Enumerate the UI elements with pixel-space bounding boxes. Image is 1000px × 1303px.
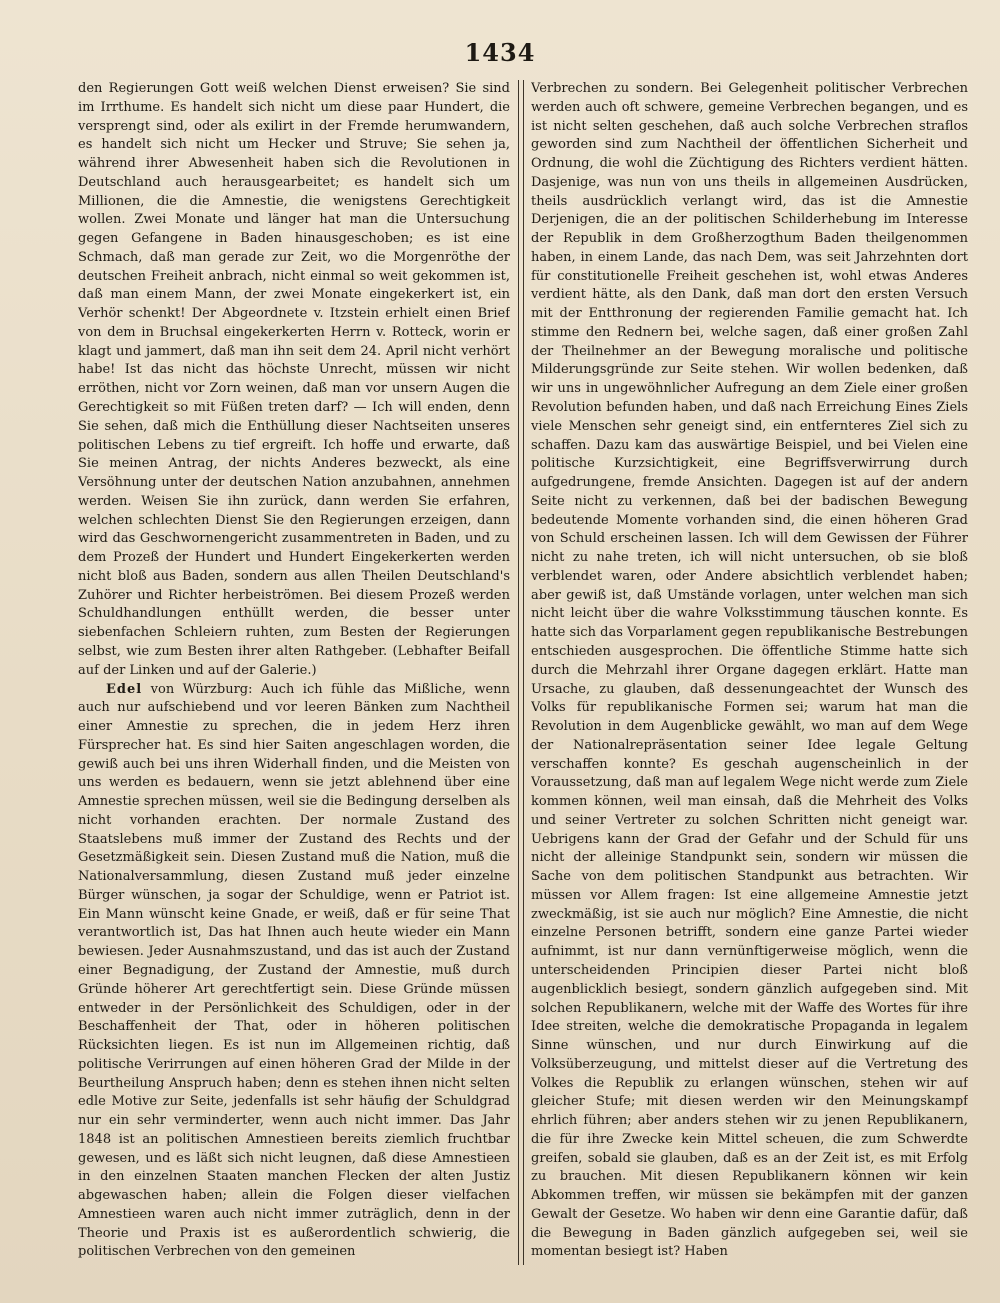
left-column: [78, 80, 510, 1265]
speech-paragraph: den Regierungen Gott weiß welchen Dienst erweisen? Sie sind im Irrthume. Es handelt sich nicht um diese paar Hundert, die versprengt sind, oder als exilirt in der Fremde herumwandern, es handelt sich nicht um Hecker und Struve; Sie sehen ja, während ihrer Abwesenheit haben sich die Revolutionen in Deutschland auch herausgearbeitet; es handelt sich um Millionen, die die Amnestie, die wenigstens Gerechtigkeit wollen. Zwei Monate und länger hat man die Untersuchung gegen Gefangene in Baden hinausgeschoben; es ist eine Schmach, daß man gerade zur Zeit, wo die Morgenröthe der deutschen Freiheit anbrach, nicht einmal so weit gekommen ist, daß man einem Mann, der zwei Monate eingekerkert ist, ein Verhör schenkt! Der Abgeordnete v. Itzstein erhielt einen Brief von dem in Bruchsal eingekerkerten Herrn v. Rotteck, worin er klagt und jammert, daß man ihn seit dem 24. April nicht verhört habe! Ist das nicht das höchste Unrecht, müssen wir nicht erröthen, nicht vor Zorn weinen, daß man vor unsern Augen die Gerechtigkeit so mit Füßen treten darf? — Ich will enden, denn Sie sehen, daß mich die Enthüllung dieser Nachtseiten unseres politischen Lebens zu tief ergreift. Ich hoffe und erwarte, daß Sie meinen Antrag, der nichts Anderes bezweckt, als eine Versöhnung unter der deutschen Nation anzubahnen, annehmen werden. Weisen Sie ihn zurück, dann werden Sie erfahren, welchen schlechten Dienst Sie den Regierungen erzeigen, dann wird das Geschwornengericht zusammentreten in Baden, und zu dem Prozeß der Hundert und Hundert Eingekerkerten werden nicht bloß aus Baden, sondern aus allen Theilen Deutschland's Zuhörer und Richter herbeiströmen. Bei diesem Prozeß werden Schuldhandlungen enthüllt werden, die besser unter siebenfachen Schleiern ruhten, zum Besten der Regierungen selbst, wie zum Besten ihrer alten Rathgeber. (Lebhafter Beifall auf der Linken und auf der Galerie.): [78, 81, 510, 678]
right-column: [531, 80, 968, 1265]
column-divider: [518, 80, 524, 1265]
speech-paragraph: Verbrechen zu sondern. Bei Gelegenheit politischer Verbrechen werden auch oft schwere, gemeine Verbrechen begangen, und es ist nicht selten geschehen, daß auch solche Verbrechen straflos geworden sind zum Nachtheil der öffentlichen Sicherheit und Ordnung, die wohl die Züchtigung des Richters verdient hätten. Dasjenige, was nun von uns theils in allgemeinen Ausdrücken, theils ausdrücklich verlangt wird, das ist die Amnestie Derjenigen, die an der politischen Schilderhebung im Interesse der Republik in dem Großherzogthum Baden theilgenommen haben, in einem Lande, das nach Dem, was seit Jahrzehnten dort für constitutionelle Freiheit geschehen ist, wohl etwas Anderes verdient hätte, als den Dank, daß man dort den ersten Versuch mit der Entthronung der regierenden Familie gemacht hat. Ich stimme den Rednern bei, welche sagen, daß einer großen Zahl der Theilnehmer an der Bewegung moralische und politische Milderungsgründe zur Seite stehen. Wir wollen bedenken, daß wir uns in ungewöhnlicher Aufregung an dem Ziele einer großen Revolution befunden haben, und daß nach Erreichung Eines Ziels viele Menschen sehr geneigt sind, ein entfernteres Ziel sich zu schaffen. Dazu kam das auswärtige Beispiel, und bei Vielen eine politische Kurzsichtigkeit, eine Begriffsverwirrung durch aufgedrungene, fremde Ansichten. Dagegen ist auf der andern Seite nicht zu verkennen, daß bei der badischen Bewegung bedeutende Momente vorhanden sind, die einen höheren Grad von Schuld erscheinen lassen. Ich will dem Gewissen der Führer nicht zu nahe treten, ich will nicht untersuchen, ob sie bloß verblendet waren, oder Andere absichtlich verblendet haben; aber gewiß ist, daß Umstände vorlagen, unter welchen man sich nicht leicht über die wahre Volksstimmung täuschen konnte. Es hatte sich das Vorparlament gegen republikanische Bestrebungen entschieden ausgesprochen. Die öffentliche Stimme hatte sich durch die Mehrzahl ihrer Organe dagegen erklärt. Hatte man Ursache, zu glauben, daß dessenungeachtet der Wunsch des Volks für republikanische Formen sei; warum hat man die Revolution in dem Augenblicke gewählt, wo man auf dem Wege der Nationalrepräsentation seiner Idee legale Geltung verschaffen konnte? Es geschah augenscheinlich in der Voraussetzung, daß man auf legalem Wege nicht werde zum Ziele kommen können, weil man einsah, daß die Mehrheit des Volks und seiner Vertreter zu solchen Schritten nicht geneigt war. Uebrigens kann der Grad der Gefahr und der Schuld für uns nicht der alleinige Standpunkt sein, sondern wir müssen die Sache von dem politischen Standpunkt aus betrachten. Wir müssen vor Allem fragen: Ist eine allgemeine Amnestie jetzt zweckmäßig, ist sie auch nur möglich? Eine Amnestie, die nicht einzelne Personen betrifft, sondern eine ganze Partei wieder aufnimmt, ist nur dann vernünftigerweise möglich, wenn die unterscheidenden Principien dieser Partei nicht bloß augenblicklich besiegt, sondern gänzlich aufgegeben sind. Mit solchen Republikanern, welche mit der Waffe des Wortes für ihre Idee streiten, welche die demokratische Propaganda in legalem Sinne wünschen, und nur durch Einwirkung auf die Volksüberzeugung, und mittelst dieser auf die Vertretung des Volkes die Republik zu erlangen wünschen, stehen wir auf gleicher Stufe; mit diesen werden wir den Meinungskampf ehrlich führen; aber anders stehen wir zu jenen Republikanern, die für ihre Zwecke kein Mittel scheuen, die zum Schwerdte greifen, sobald sie glauben, daß es an der Zeit ist, es mit Erfolg zu brauchen. Mit diesen Republikanern können wir kein Abkommen treffen, wir müssen sie bekämpfen mit der ganzen Gewalt der Gesetze. Wo haben wir denn eine Garantie dafür, daß die Bewegung in Baden gänzlich aufgegeben sei, weil sie momentan besiegt ist? Haben: [531, 81, 968, 1260]
speaker-name: Edel: [106, 681, 143, 697]
speech-paragraph-edel: [78, 681, 510, 1263]
page-number: 1434: [464, 38, 536, 67]
speech-text: von Würzburg: Auch ich fühle das Mißliche, wenn auch nur aufschiebend und vor leeren Bänken zum Nachtheil einer Amnestie zu sprechen, die in jedem Herz ihren Fürsprecher hat. Es sind hier Saiten angeschlagen worden, die gewiß auch bei uns ihren Widerhall finden, und die Meisten von uns werden es bedauern, wenn sie jetzt ablehnend über eine Amnestie sprechen müssen, weil sie die Bedingung derselben als nicht vorhanden erachten. Der normale Zustand des Staatslebens muß immer der Zustand des Rechts und der Gesetzmäßigkeit sein. Diesen Zustand muß die Nation, muß die Nationalversammlung, diesen Zustand muß jeder einzelne Bürger wünschen, ja sogar der Schuldige, wenn er Patriot ist. Ein Mann wünscht keine Gnade, er weiß, daß er für seine That verantwortlich ist, Das hat Ihnen auch heute wieder ein Mann bewiesen. Jeder Ausnahmszustand, und das ist auch der Zustand einer Begnadigung, der Zustand der Amnestie, muß durch Gründe höherer Art gerechtfertigt sein. Diese Gründe müssen entweder in der Persönlichkeit des Schuldigen, oder in der Beschaffenheit der That, oder in höheren politischen Rücksichten liegen. Es ist nun im Allgemeinen richtig, daß politische Verirrungen auf einen höheren Grad der Milde in der Beurtheilung Anspruch haben; denn es stehen ihnen nicht selten edle Motive zur Seite, jedenfalls ist sehr häufig der Schuldgrad nur ein sehr verminderter, wenn auch nicht immer. Das Jahr 1848 ist an politischen Amnestieen bereits ziemlich fruchtbar gewesen, und es läßt sich nicht leugnen, daß diese Amnestieen in den einzelnen Staaten manchen Flecken der alten Justiz abgewaschen haben; allein die Folgen dieser vielfachen Amnestieen waren auch nicht immer zuträglich, denn in der Theorie und Praxis ist es außerordentlich schwierig, die politischen Verbrechen von den gemeinen: [78, 681, 510, 1260]
